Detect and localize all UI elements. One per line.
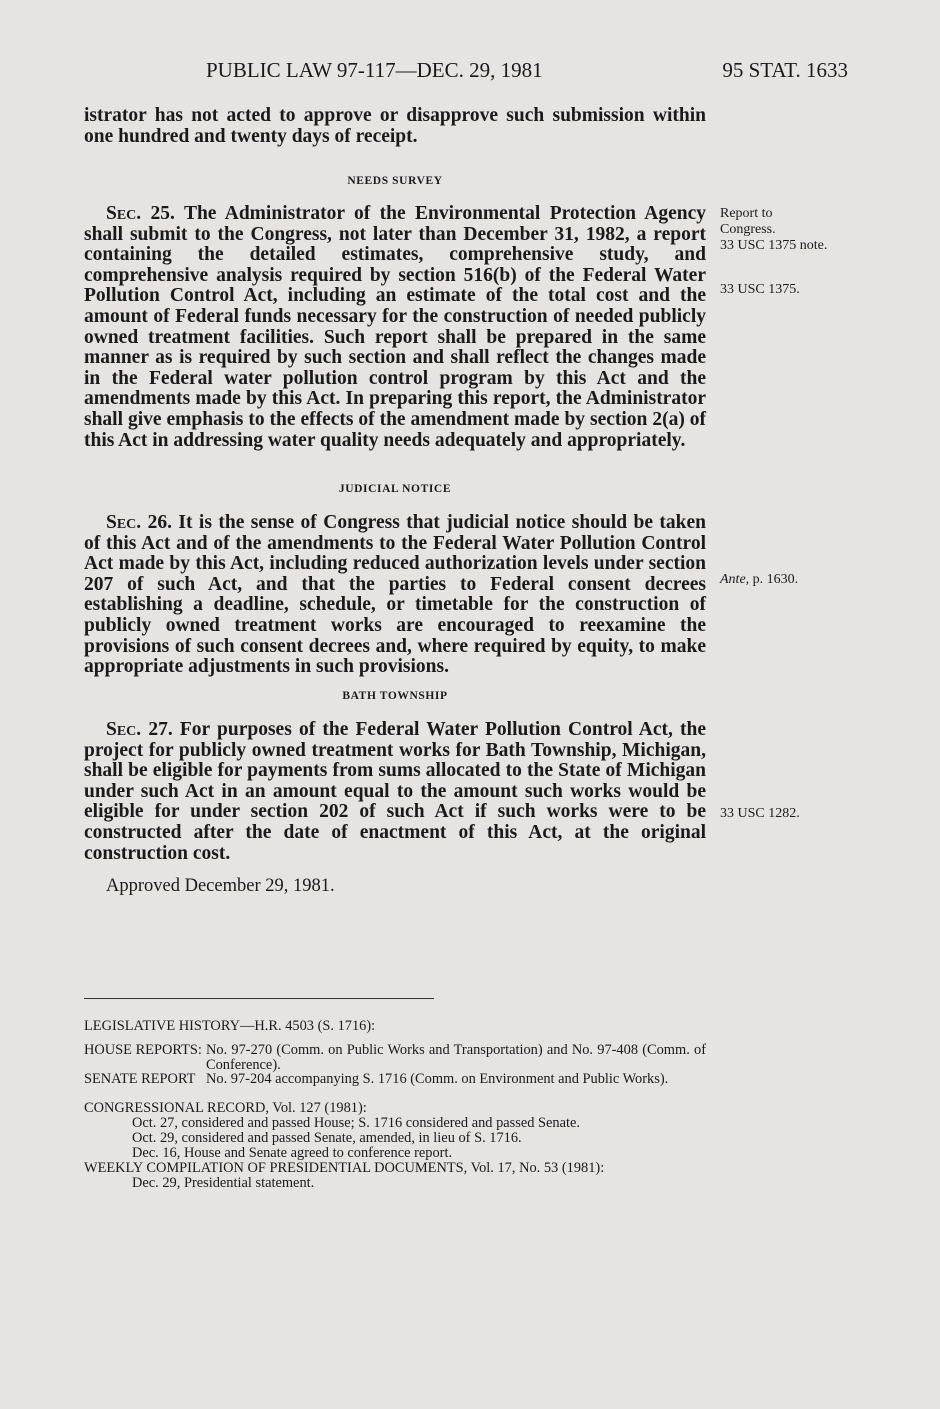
section-25-paragraph <box>84 204 706 451</box>
house-reports-text: No. 97-270 (Comm. on Public Works and Transportation) and No. 97-408 (Comm. of Conference). <box>206 1042 706 1073</box>
margin-note-33-usc-1375: 33 USC 1375. <box>720 282 800 297</box>
senate-report-row <box>84 1072 724 1087</box>
senate-report-label: SENATE REPORT <box>84 1071 196 1087</box>
section-26-label: Sec. 26. <box>106 512 172 533</box>
approval-date: Approved December 29, 1981. <box>106 876 335 896</box>
margin-note-33-usc-1375-note: 33 USC 1375 note. <box>720 238 828 253</box>
ante-page: p. 1630. <box>752 572 799 587</box>
record-item: Oct. 29, considered and passed Senate, amended, in lieu of S. 1716. <box>132 1130 522 1146</box>
margin-note-report-to-congress: Report to Congress. <box>720 206 776 237</box>
running-head-title: PUBLIC LAW 97-117—DEC. 29, 1981 <box>206 58 543 82</box>
heading-bath-township: BATH TOWNSHIP <box>342 690 448 702</box>
section-27-label: Sec. 27. <box>106 719 173 740</box>
house-reports-row <box>84 1043 724 1072</box>
footnote-divider <box>84 998 434 999</box>
section-25-label: Sec. 25. <box>106 203 175 224</box>
statute-page-number: 95 STAT. 1633 <box>722 58 848 82</box>
heading-judicial-notice: JUDICIAL NOTICE <box>338 483 452 495</box>
running-head <box>0 58 940 88</box>
record-item: Oct. 27, considered and passed House; S. 1716 considered and passed Senate. <box>132 1115 580 1131</box>
ante-italic: Ante, <box>720 572 750 587</box>
margin-note-ante <box>720 572 830 588</box>
heading-needs-survey: NEEDS SURVEY <box>347 175 443 187</box>
congressional-record-label: CONGRESSIONAL RECORD, Vol. 127 (1981): <box>84 1100 367 1116</box>
weekly-compilation-label: WEEKLY COMPILATION OF PRESIDENTIAL DOCUMENTS, Vol. 17, No. 53 (1981): <box>84 1160 605 1176</box>
section-27-paragraph <box>84 720 706 864</box>
margin-note-33-usc-1282: 33 USC 1282. <box>720 806 800 821</box>
senate-report-text: No. 97-204 accompanying S. 1716 (Comm. on Environment and Public Works). <box>206 1071 669 1087</box>
section-26-paragraph <box>84 513 706 678</box>
record-item: Dec. 16, House and Senate agreed to conference report. <box>132 1145 453 1161</box>
house-reports-label: HOUSE REPORTS: <box>84 1042 202 1058</box>
continuation-paragraph: istrator has not acted to approve or disapprove such submission within one hundred and twenty days of receipt. <box>84 105 706 147</box>
legislative-history-title: LEGISLATIVE HISTORY—H.R. 4503 (S. 1716): <box>84 1018 376 1034</box>
weekly-compilation-item: Dec. 29, Presidential statement. <box>132 1175 315 1191</box>
section-25-text: The Administrator of the Environmental Protection Agency shall submit to the Congress, not later than December 31, 1982, a report containing the detailed estimates, comprehensive study, and comprehensive analysis required by section 516(b) of the Federal Water Pollution Control Act, including an estimate of the total cost and the amount of Federal funds necessary for the construction of needed publicly owned treatment facilities. Such report shall be prepared in the same manner as is required by such section and shall reflect the changes made in the Federal water pollution control program by this Act and the amendments made by this Act. In preparing this report, the Administrator shall give emphasis to the effects of the amendment made by section 2(a) of this Act in addressing water quality needs adequately and appropriately. <box>84 203 707 451</box>
section-27-text: For purposes of the Federal Water Pollution Control Act, the project for publicly owned treatment works for Bath Township, Michigan, shall be eligible for payments from sums allocated to the State of Michigan under such Act in an amount equal to the amount such works would be eligible for under section 202 of such Act if such works were to be constructed after the date of enactment of this Act, at the original construction cost. <box>84 719 707 864</box>
section-26-text: It is the sense of Congress that judicial notice should be taken of this Act and of the amendments to the Federal Water Pollution Control Act made by this Act, including reduced authorization levels under section 207 of such Act, and that the parties to Federal consent decrees establishing a deadline, schedule, or timetable for the construction of publicly owned treatment works are encouraged to reexamine the provisions of such consent decrees and, where required by equity, to make appropriate adjustments in such provisions. <box>84 512 707 678</box>
